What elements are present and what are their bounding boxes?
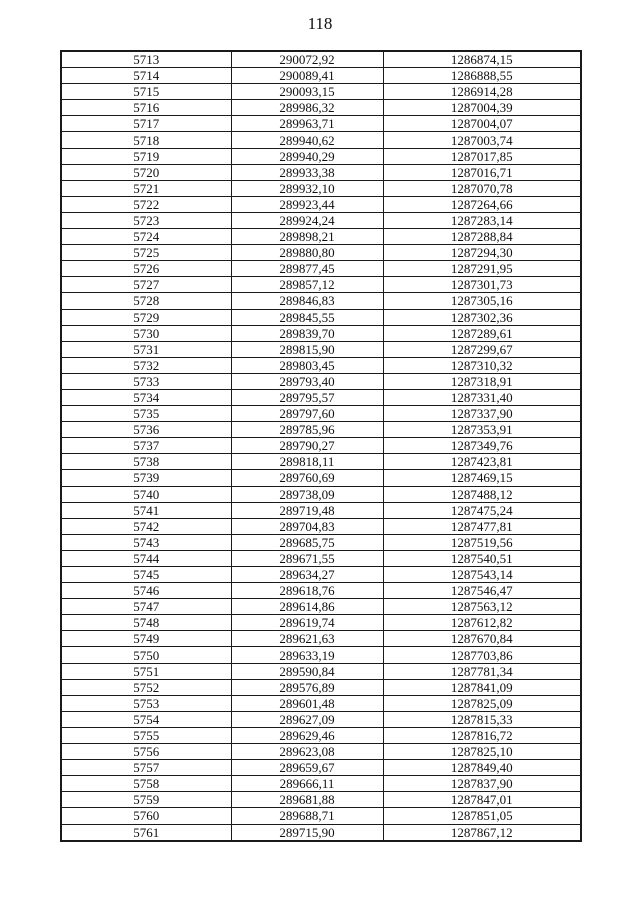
x-coordinate-cell: 289685,75 xyxy=(231,534,383,550)
table-row xyxy=(61,792,581,808)
table-row xyxy=(61,583,581,599)
point-number-cell: 5735 xyxy=(61,406,231,422)
x-coordinate-cell: 289923,44 xyxy=(231,196,383,212)
point-number-cell: 5715 xyxy=(61,84,231,100)
table-row xyxy=(61,534,581,550)
x-coordinate-cell: 289715,90 xyxy=(231,824,383,841)
point-number-cell: 5719 xyxy=(61,148,231,164)
table-row xyxy=(61,357,581,373)
point-number-cell: 5727 xyxy=(61,277,231,293)
table-row xyxy=(61,438,581,454)
point-number-cell: 5744 xyxy=(61,550,231,566)
point-number-cell: 5713 xyxy=(61,51,231,68)
point-number-cell: 5761 xyxy=(61,824,231,841)
table-row xyxy=(61,389,581,405)
y-coordinate-cell: 1287302,36 xyxy=(383,309,581,325)
y-coordinate-cell: 1287475,24 xyxy=(383,502,581,518)
x-coordinate-cell: 289940,29 xyxy=(231,148,383,164)
table-row xyxy=(61,599,581,615)
x-coordinate-cell: 289666,11 xyxy=(231,776,383,792)
y-coordinate-cell: 1287849,40 xyxy=(383,760,581,776)
x-coordinate-cell: 289790,27 xyxy=(231,438,383,454)
table-row xyxy=(61,100,581,116)
y-coordinate-cell: 1287488,12 xyxy=(383,486,581,502)
table-row xyxy=(61,470,581,486)
y-coordinate-cell: 1287291,95 xyxy=(383,261,581,277)
y-coordinate-cell: 1287477,81 xyxy=(383,518,581,534)
y-coordinate-cell: 1287004,39 xyxy=(383,100,581,116)
y-coordinate-cell: 1287294,30 xyxy=(383,245,581,261)
y-coordinate-cell: 1287851,05 xyxy=(383,808,581,824)
page-number: 118 xyxy=(307,14,333,33)
table-row xyxy=(61,615,581,631)
x-coordinate-cell: 289633,19 xyxy=(231,647,383,663)
point-number-cell: 5746 xyxy=(61,583,231,599)
coordinates-table xyxy=(60,50,582,842)
x-coordinate-cell: 289795,57 xyxy=(231,389,383,405)
point-number-cell: 5721 xyxy=(61,180,231,196)
table-row xyxy=(61,51,581,68)
table-row xyxy=(61,325,581,341)
x-coordinate-cell: 289880,80 xyxy=(231,245,383,261)
table-row xyxy=(61,502,581,518)
y-coordinate-cell: 1286888,55 xyxy=(383,68,581,84)
x-coordinate-cell: 289857,12 xyxy=(231,277,383,293)
y-coordinate-cell: 1287867,12 xyxy=(383,824,581,841)
x-coordinate-cell: 289627,09 xyxy=(231,711,383,727)
table-row xyxy=(61,808,581,824)
point-number-cell: 5754 xyxy=(61,711,231,727)
point-number-cell: 5723 xyxy=(61,212,231,228)
x-coordinate-cell: 289933,38 xyxy=(231,164,383,180)
point-number-cell: 5753 xyxy=(61,695,231,711)
table-row xyxy=(61,550,581,566)
point-number-cell: 5758 xyxy=(61,776,231,792)
y-coordinate-cell: 1287815,33 xyxy=(383,711,581,727)
x-coordinate-cell: 289818,11 xyxy=(231,454,383,470)
table-row xyxy=(61,679,581,695)
x-coordinate-cell: 289621,63 xyxy=(231,631,383,647)
x-coordinate-cell: 289963,71 xyxy=(231,116,383,132)
x-coordinate-cell: 289590,84 xyxy=(231,663,383,679)
x-coordinate-cell: 289738,09 xyxy=(231,486,383,502)
y-coordinate-cell: 1287331,40 xyxy=(383,389,581,405)
point-number-cell: 5730 xyxy=(61,325,231,341)
point-number-cell: 5752 xyxy=(61,679,231,695)
x-coordinate-cell: 289846,83 xyxy=(231,293,383,309)
table-row xyxy=(61,744,581,760)
x-coordinate-cell: 289688,71 xyxy=(231,808,383,824)
x-coordinate-cell: 289619,74 xyxy=(231,615,383,631)
y-coordinate-cell: 1287825,10 xyxy=(383,744,581,760)
table-row xyxy=(61,518,581,534)
table-row xyxy=(61,261,581,277)
table-row xyxy=(61,84,581,100)
x-coordinate-cell: 289629,46 xyxy=(231,727,383,743)
y-coordinate-cell: 1287540,51 xyxy=(383,550,581,566)
x-coordinate-cell: 289793,40 xyxy=(231,373,383,389)
x-coordinate-cell: 289797,60 xyxy=(231,406,383,422)
y-coordinate-cell: 1287563,12 xyxy=(383,599,581,615)
y-coordinate-cell: 1287816,72 xyxy=(383,727,581,743)
table-row xyxy=(61,454,581,470)
point-number-cell: 5734 xyxy=(61,389,231,405)
table-row xyxy=(61,776,581,792)
x-coordinate-cell: 289898,21 xyxy=(231,229,383,245)
y-coordinate-cell: 1287318,91 xyxy=(383,373,581,389)
y-coordinate-cell: 1287283,14 xyxy=(383,212,581,228)
y-coordinate-cell: 1287264,66 xyxy=(383,196,581,212)
x-coordinate-cell: 289614,86 xyxy=(231,599,383,615)
point-number-cell: 5745 xyxy=(61,567,231,583)
point-number-cell: 5740 xyxy=(61,486,231,502)
x-coordinate-cell: 289932,10 xyxy=(231,180,383,196)
table-row xyxy=(61,406,581,422)
table-row xyxy=(61,567,581,583)
y-coordinate-cell: 1287519,56 xyxy=(383,534,581,550)
y-coordinate-cell: 1287301,73 xyxy=(383,277,581,293)
x-coordinate-cell: 289839,70 xyxy=(231,325,383,341)
point-number-cell: 5742 xyxy=(61,518,231,534)
y-coordinate-cell: 1287670,84 xyxy=(383,631,581,647)
point-number-cell: 5743 xyxy=(61,534,231,550)
point-number-cell: 5736 xyxy=(61,422,231,438)
table-row xyxy=(61,245,581,261)
y-coordinate-cell: 1287825,09 xyxy=(383,695,581,711)
point-number-cell: 5733 xyxy=(61,373,231,389)
point-number-cell: 5716 xyxy=(61,100,231,116)
x-coordinate-cell: 289785,96 xyxy=(231,422,383,438)
x-coordinate-cell: 289623,08 xyxy=(231,744,383,760)
table-row xyxy=(61,727,581,743)
x-coordinate-cell: 289940,62 xyxy=(231,132,383,148)
point-number-cell: 5739 xyxy=(61,470,231,486)
point-number-cell: 5724 xyxy=(61,229,231,245)
x-coordinate-cell: 289618,76 xyxy=(231,583,383,599)
x-coordinate-cell: 289986,32 xyxy=(231,100,383,116)
table-row xyxy=(61,711,581,727)
x-coordinate-cell: 289815,90 xyxy=(231,341,383,357)
y-coordinate-cell: 1287781,34 xyxy=(383,663,581,679)
x-coordinate-cell: 290072,92 xyxy=(231,51,383,68)
point-number-cell: 5748 xyxy=(61,615,231,631)
point-number-cell: 5750 xyxy=(61,647,231,663)
point-number-cell: 5726 xyxy=(61,261,231,277)
x-coordinate-cell: 289877,45 xyxy=(231,261,383,277)
x-coordinate-cell: 289803,45 xyxy=(231,357,383,373)
table-row xyxy=(61,148,581,164)
point-number-cell: 5737 xyxy=(61,438,231,454)
y-coordinate-cell: 1287543,14 xyxy=(383,567,581,583)
y-coordinate-cell: 1287305,16 xyxy=(383,293,581,309)
x-coordinate-cell: 289704,83 xyxy=(231,518,383,534)
point-number-cell: 5729 xyxy=(61,309,231,325)
point-number-cell: 5732 xyxy=(61,357,231,373)
point-number-cell: 5722 xyxy=(61,196,231,212)
point-number-cell: 5714 xyxy=(61,68,231,84)
table-row xyxy=(61,373,581,389)
y-coordinate-cell: 1287349,76 xyxy=(383,438,581,454)
y-coordinate-cell: 1287847,01 xyxy=(383,792,581,808)
table-row xyxy=(61,293,581,309)
table-row xyxy=(61,68,581,84)
y-coordinate-cell: 1287423,81 xyxy=(383,454,581,470)
point-number-cell: 5720 xyxy=(61,164,231,180)
table-row xyxy=(61,422,581,438)
table-row xyxy=(61,132,581,148)
table-row xyxy=(61,309,581,325)
table-row xyxy=(61,663,581,679)
y-coordinate-cell: 1286914,28 xyxy=(383,84,581,100)
table-row xyxy=(61,196,581,212)
x-coordinate-cell: 289634,27 xyxy=(231,567,383,583)
point-number-cell: 5738 xyxy=(61,454,231,470)
y-coordinate-cell: 1287612,82 xyxy=(383,615,581,631)
x-coordinate-cell: 289659,67 xyxy=(231,760,383,776)
table-row xyxy=(61,647,581,663)
table-row xyxy=(61,116,581,132)
x-coordinate-cell: 289576,89 xyxy=(231,679,383,695)
point-number-cell: 5755 xyxy=(61,727,231,743)
x-coordinate-cell: 289671,55 xyxy=(231,550,383,566)
x-coordinate-cell: 289719,48 xyxy=(231,502,383,518)
y-coordinate-cell: 1287017,85 xyxy=(383,148,581,164)
table-row xyxy=(61,486,581,502)
point-number-cell: 5728 xyxy=(61,293,231,309)
y-coordinate-cell: 1287299,67 xyxy=(383,341,581,357)
table-row xyxy=(61,341,581,357)
y-coordinate-cell: 1287289,61 xyxy=(383,325,581,341)
x-coordinate-cell: 290093,15 xyxy=(231,84,383,100)
y-coordinate-cell: 1286874,15 xyxy=(383,51,581,68)
y-coordinate-cell: 1287703,86 xyxy=(383,647,581,663)
x-coordinate-cell: 289681,88 xyxy=(231,792,383,808)
y-coordinate-cell: 1287469,15 xyxy=(383,470,581,486)
point-number-cell: 5718 xyxy=(61,132,231,148)
point-number-cell: 5731 xyxy=(61,341,231,357)
table-row xyxy=(61,229,581,245)
y-coordinate-cell: 1287003,74 xyxy=(383,132,581,148)
table-row xyxy=(61,180,581,196)
x-coordinate-cell: 289760,69 xyxy=(231,470,383,486)
table-row xyxy=(61,277,581,293)
coordinates-table-body xyxy=(61,51,581,841)
point-number-cell: 5760 xyxy=(61,808,231,824)
y-coordinate-cell: 1287546,47 xyxy=(383,583,581,599)
y-coordinate-cell: 1287837,90 xyxy=(383,776,581,792)
point-number-cell: 5757 xyxy=(61,760,231,776)
table-row xyxy=(61,760,581,776)
point-number-cell: 5756 xyxy=(61,744,231,760)
y-coordinate-cell: 1287353,91 xyxy=(383,422,581,438)
y-coordinate-cell: 1287288,84 xyxy=(383,229,581,245)
y-coordinate-cell: 1287070,78 xyxy=(383,180,581,196)
table-row xyxy=(61,631,581,647)
y-coordinate-cell: 1287310,32 xyxy=(383,357,581,373)
y-coordinate-cell: 1287016,71 xyxy=(383,164,581,180)
table-row xyxy=(61,695,581,711)
table-row xyxy=(61,824,581,841)
y-coordinate-cell: 1287337,90 xyxy=(383,406,581,422)
point-number-cell: 5749 xyxy=(61,631,231,647)
point-number-cell: 5747 xyxy=(61,599,231,615)
point-number-cell: 5717 xyxy=(61,116,231,132)
y-coordinate-cell: 1287004,07 xyxy=(383,116,581,132)
x-coordinate-cell: 289601,48 xyxy=(231,695,383,711)
table-row xyxy=(61,164,581,180)
y-coordinate-cell: 1287841,09 xyxy=(383,679,581,695)
x-coordinate-cell: 289845,55 xyxy=(231,309,383,325)
point-number-cell: 5751 xyxy=(61,663,231,679)
point-number-cell: 5741 xyxy=(61,502,231,518)
table-row xyxy=(61,212,581,228)
point-number-cell: 5725 xyxy=(61,245,231,261)
x-coordinate-cell: 290089,41 xyxy=(231,68,383,84)
point-number-cell: 5759 xyxy=(61,792,231,808)
x-coordinate-cell: 289924,24 xyxy=(231,212,383,228)
